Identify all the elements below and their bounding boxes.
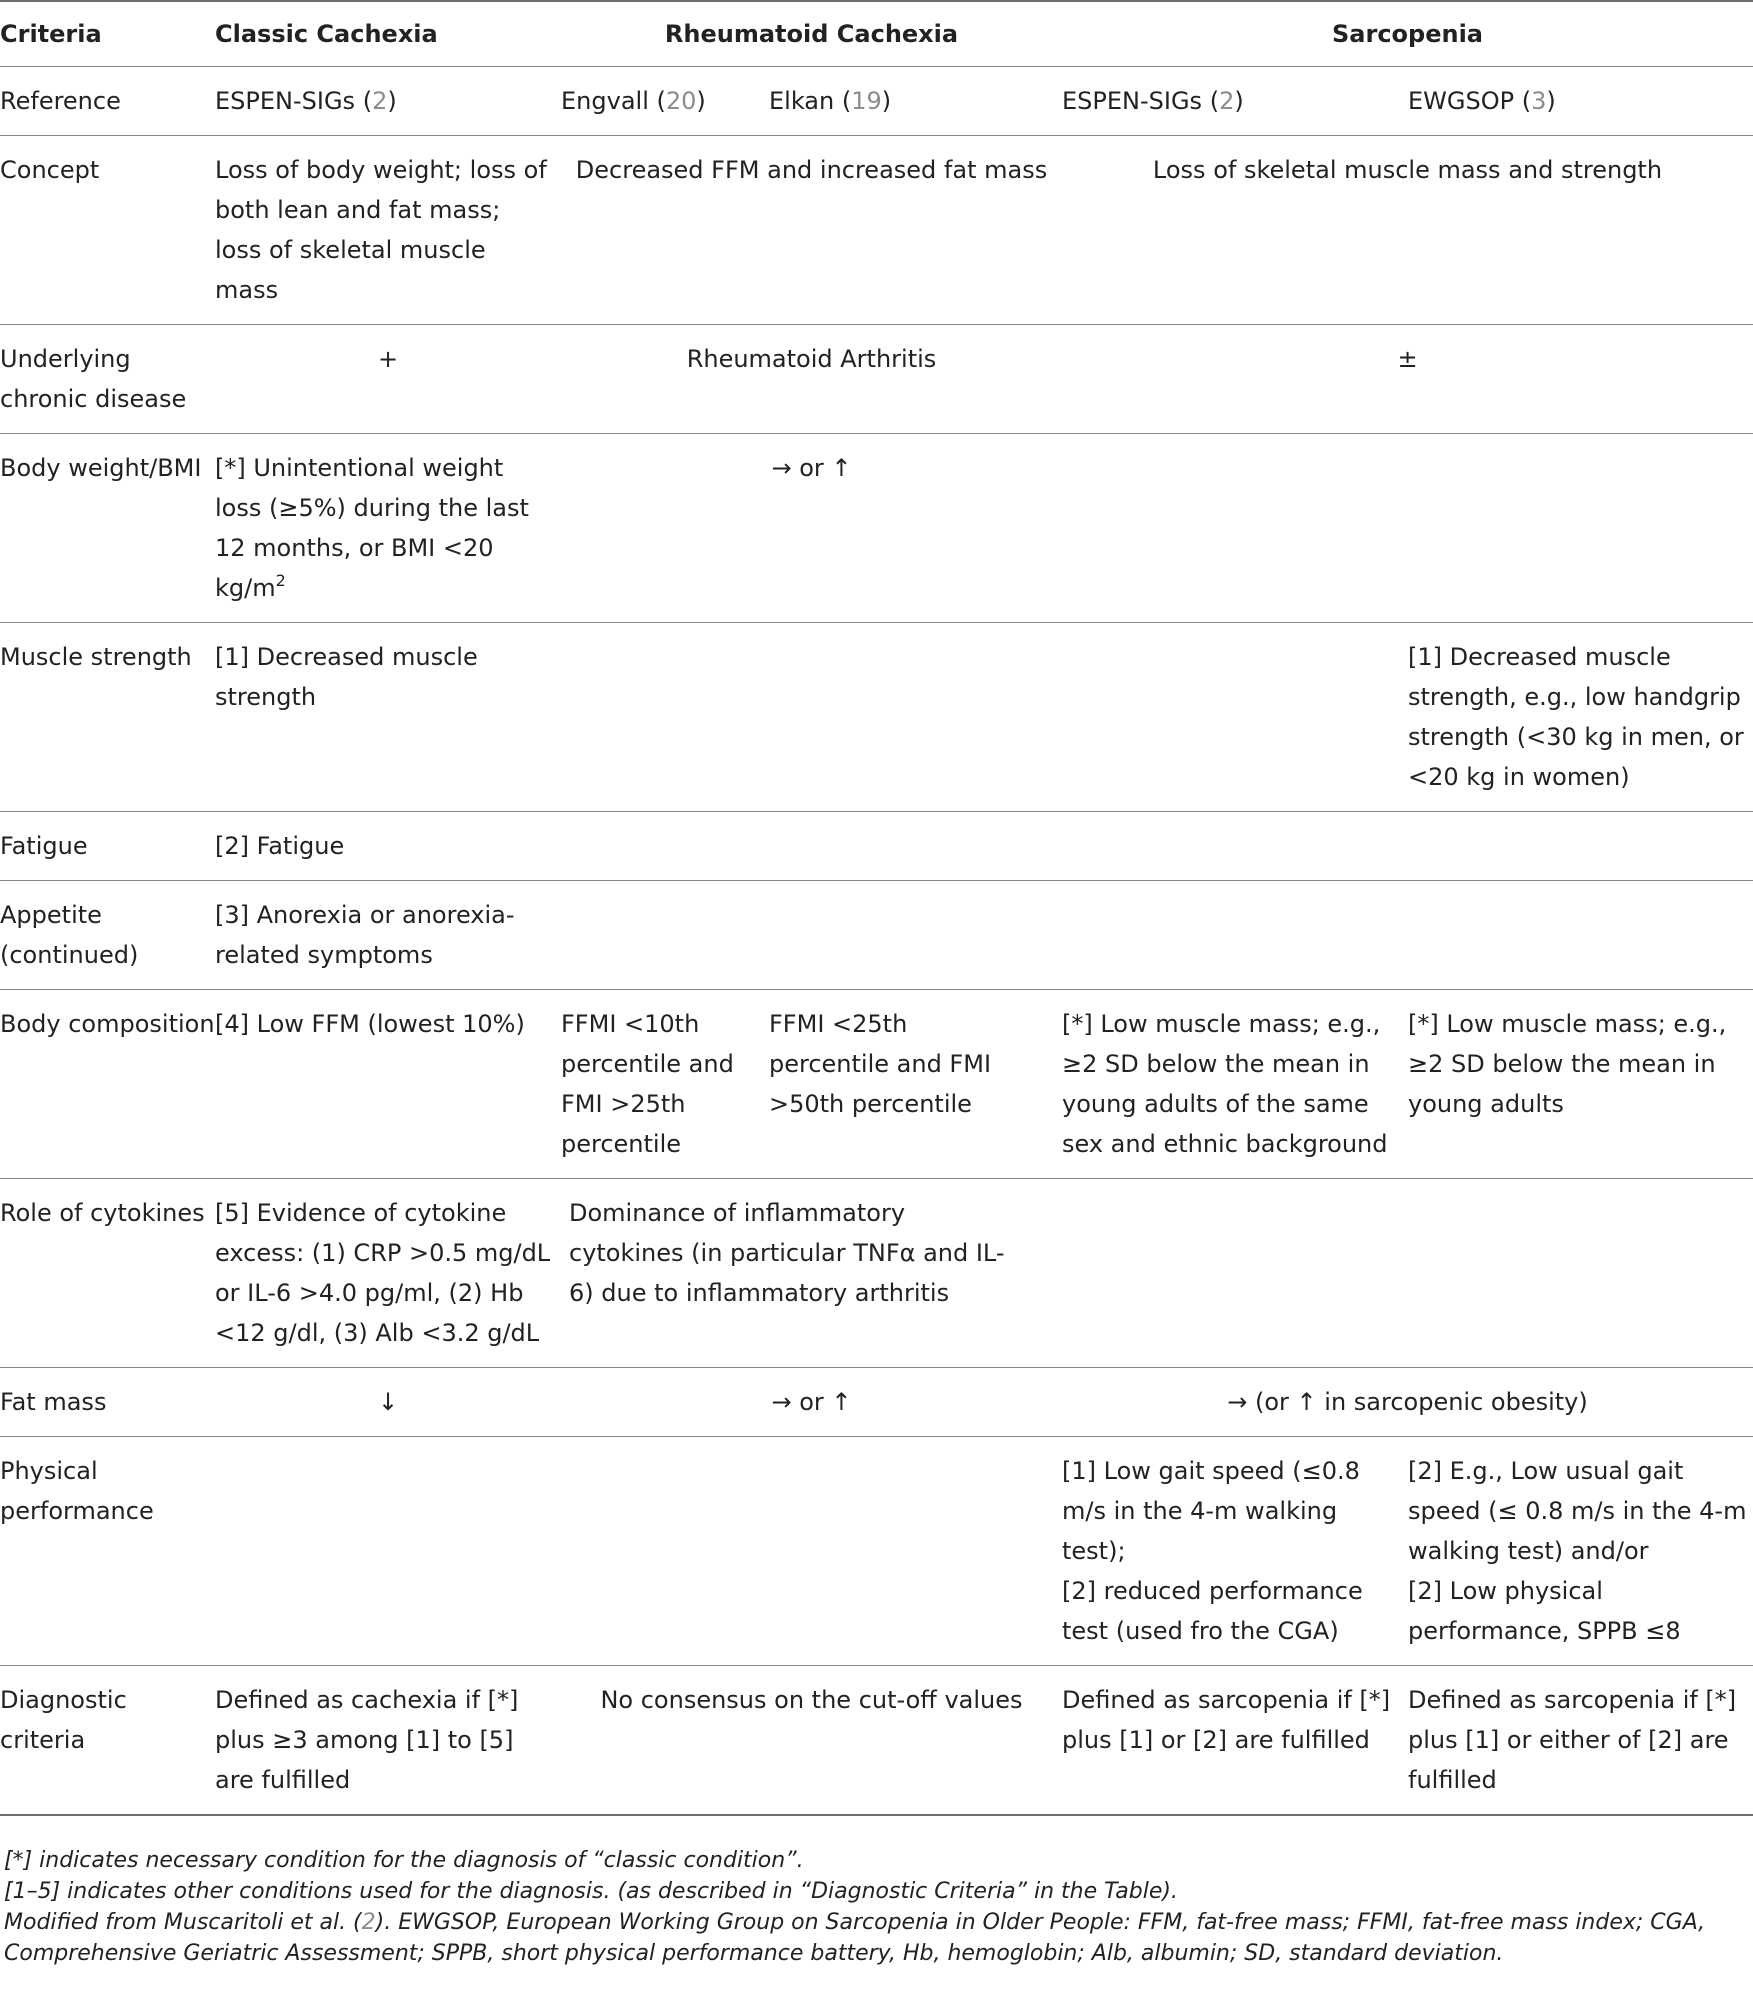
row-concept [0, 136, 1753, 325]
cell-espen-physical: [1] Low gait speed (≤0.8 m/s in the 4-m walking test); [2] reduced performance test (used fro the CGA) [1062, 1457, 1363, 1645]
row-label: Role of cytokines [0, 1199, 205, 1227]
cell-espen-body-weight [1062, 434, 1408, 623]
footnote-necessary-condition: [*] indicates necessary condition for the diagnosis of “classic condition”. [4, 1848, 804, 1873]
cell-classic-fat-mass: ↓ [377, 1388, 399, 1416]
cell-sarcopenia-concept: Loss of skeletal muscle mass and strength [1152, 156, 1663, 184]
row-label: Muscle strength [0, 643, 192, 671]
cell-ewgsop-diagnostic: Defined as sarcopenia if [*] plus [1] or either of [2] are fulfilled [1408, 1686, 1737, 1794]
cell-classic-muscle-strength: [1] Decreased muscle strength [215, 643, 478, 711]
cell-classic-appetite: [3] Anorexia or anorexia-related symptoms [215, 901, 515, 969]
row-fat-mass [0, 1368, 1753, 1437]
cell-classic-body-weight: [*] Unintentional weight loss (≥5%) during the last 12 months, or BMI <20 $kg/m^2$ [215, 454, 529, 602]
row-label: Body weight/BMI [0, 454, 202, 482]
cell-classic-underlying: + [377, 345, 399, 373]
cell-espen-diagnostic: Defined as sarcopenia if [*] plus [1] or [2] are fulfilled [1062, 1686, 1391, 1754]
table-footnotes [4, 1845, 1749, 1969]
footnote-abbreviations: Modified from Muscaritoli et al. (2). EWGSOP, European Working Group on Sarcopenia in Older People: FFM, fat-free mass; FFMI, fat-free mass index; CGA, Comprehensive Geriatric Assessment; SPPB, short physical performance battery, Hb, hemoglobin; Alb, albumin; SD, standard deviation. [4, 1910, 1706, 1966]
row-diagnostic-criteria [0, 1666, 1753, 1816]
cell-ewgsop-cytokines [1408, 1179, 1753, 1368]
row-label: Physical performance [0, 1457, 154, 1525]
cell-rheumatoid-body-weight: → or ↑ [771, 454, 852, 482]
row-appetite [0, 881, 1753, 990]
row-label: Fatigue [0, 832, 88, 860]
row-body-composition [0, 990, 1753, 1179]
header-rheumatoid-cachexia: Rheumatoid Cachexia [664, 20, 959, 48]
cell-elkan-reference: Elkan (19) [769, 87, 892, 115]
cell-classic-reference: ESPEN-SIGs (2) [215, 87, 397, 115]
cell-classic-diagnostic: Defined as cachexia if [*] plus ≥3 among [1] to [5] are fulfilled [215, 1686, 519, 1794]
citation-link[interactable]: 2 [372, 87, 388, 115]
cell-elkan-muscle-strength [769, 623, 1062, 812]
row-label: Reference [0, 87, 121, 115]
cell-ewgsop-physical: [2] E.g., Low usual gait speed (≤ 0.8 m/s in the 4-m walking test) and/or [2] Low physical performance, SPPB ≤8 [1408, 1457, 1747, 1645]
row-label: Concept [0, 156, 100, 184]
row-physical-performance [0, 1437, 1753, 1666]
cell-rheumatoid-cytokines: Dominance of inflammatory cytokines (in particular TNFα and IL-6) due to inflammatory arthritis [569, 1199, 1005, 1307]
row-label: Diagnostic criteria [0, 1686, 127, 1754]
citation-link[interactable]: 20 [665, 87, 697, 115]
cell-espen-cytokines [1062, 1179, 1408, 1368]
cell-classic-concept: Loss of body weight; loss of both lean and fat mass; loss of skeletal muscle mass [215, 156, 547, 304]
row-underlying-disease [0, 325, 1753, 434]
cell-elkan-body-composition: FFMI <25th percentile and FMI >50th percentile [769, 1010, 992, 1118]
cell-ewgsop-body-weight [1408, 434, 1753, 623]
cell-classic-cytokines: [5] Evidence of cytokine excess: (1) CRP >0.5 mg/dL or IL-6 >4.0 pg/ml, (2) Hb <12 g/dl, (3) Alb <3.2 g/dL [215, 1199, 551, 1347]
citation-link[interactable]: 2 [1219, 87, 1235, 115]
row-fatigue [0, 812, 1753, 881]
citation-link[interactable]: 2 [361, 1910, 376, 1935]
row-muscle-strength [0, 623, 1753, 812]
cell-rheumatoid-diagnostic: No consensus on the cut-off values [600, 1686, 1023, 1714]
footnote-other-conditions: [1–5] indicates other conditions used for the diagnosis. (as described in “Diagnostic Criteria” in the Table). [4, 1879, 1178, 1904]
row-body-weight [0, 434, 1753, 623]
cell-ewgsop-muscle-strength: [1] Decreased muscle strength, e.g., low handgrip strength (<30 kg in men, or <20 kg in women) [1408, 643, 1744, 791]
cell-espen-body-composition: [*] Low muscle mass; e.g., ≥2 SD below the mean in young adults of the same sex and ethnic background [1062, 1010, 1388, 1158]
row-label: Appetite (continued) [0, 901, 139, 969]
header-criteria: Criteria [0, 20, 102, 48]
header-sarcopenia: Sarcopenia [1332, 20, 1483, 48]
cell-rheumatoid-fat-mass: → or ↑ [771, 1388, 852, 1416]
header-classic-cachexia: Classic Cachexia [215, 20, 438, 48]
cell-rheumatoid-underlying: Rheumatoid Arthritis [686, 345, 937, 373]
cell-engvall-body-composition: FFMI <10th percentile and FMI >25th percentile [561, 1010, 734, 1158]
citation-link[interactable]: 19 [851, 87, 882, 115]
cell-rheumatoid-concept: Decreased FFM and increased fat mass [575, 156, 1048, 184]
cell-ewgsop-body-composition: [*] Low muscle mass; e.g., ≥2 SD below the mean in young adults [1408, 1010, 1727, 1118]
cell-espen-muscle-strength [1062, 623, 1408, 812]
row-label: Body composition [0, 1010, 215, 1038]
cell-ewgsop-reference: EWGSOP (3) [1408, 87, 1556, 115]
cell-engvall-reference: Engvall (20) [561, 87, 706, 115]
cell-sarcopenia-underlying: ± [1397, 345, 1418, 373]
cell-sarcopenia-fat-mass: → (or ↑ in sarcopenic obesity) [1227, 1388, 1588, 1416]
cell-engvall-muscle-strength [561, 623, 769, 812]
header-row [0, 1, 1753, 67]
cell-espen-reference: ESPEN-SIGs (2) [1062, 87, 1244, 115]
citation-link[interactable]: 3 [1531, 87, 1547, 115]
cell-classic-fatigue: [2] Fatigue [215, 832, 345, 860]
row-reference [0, 67, 1753, 136]
row-label: Underlying chronic disease [0, 345, 187, 413]
row-cytokines [0, 1179, 1753, 1368]
row-label: Fat mass [0, 1388, 107, 1416]
cell-classic-body-composition: [4] Low FFM (lowest 10%) [215, 1010, 525, 1038]
